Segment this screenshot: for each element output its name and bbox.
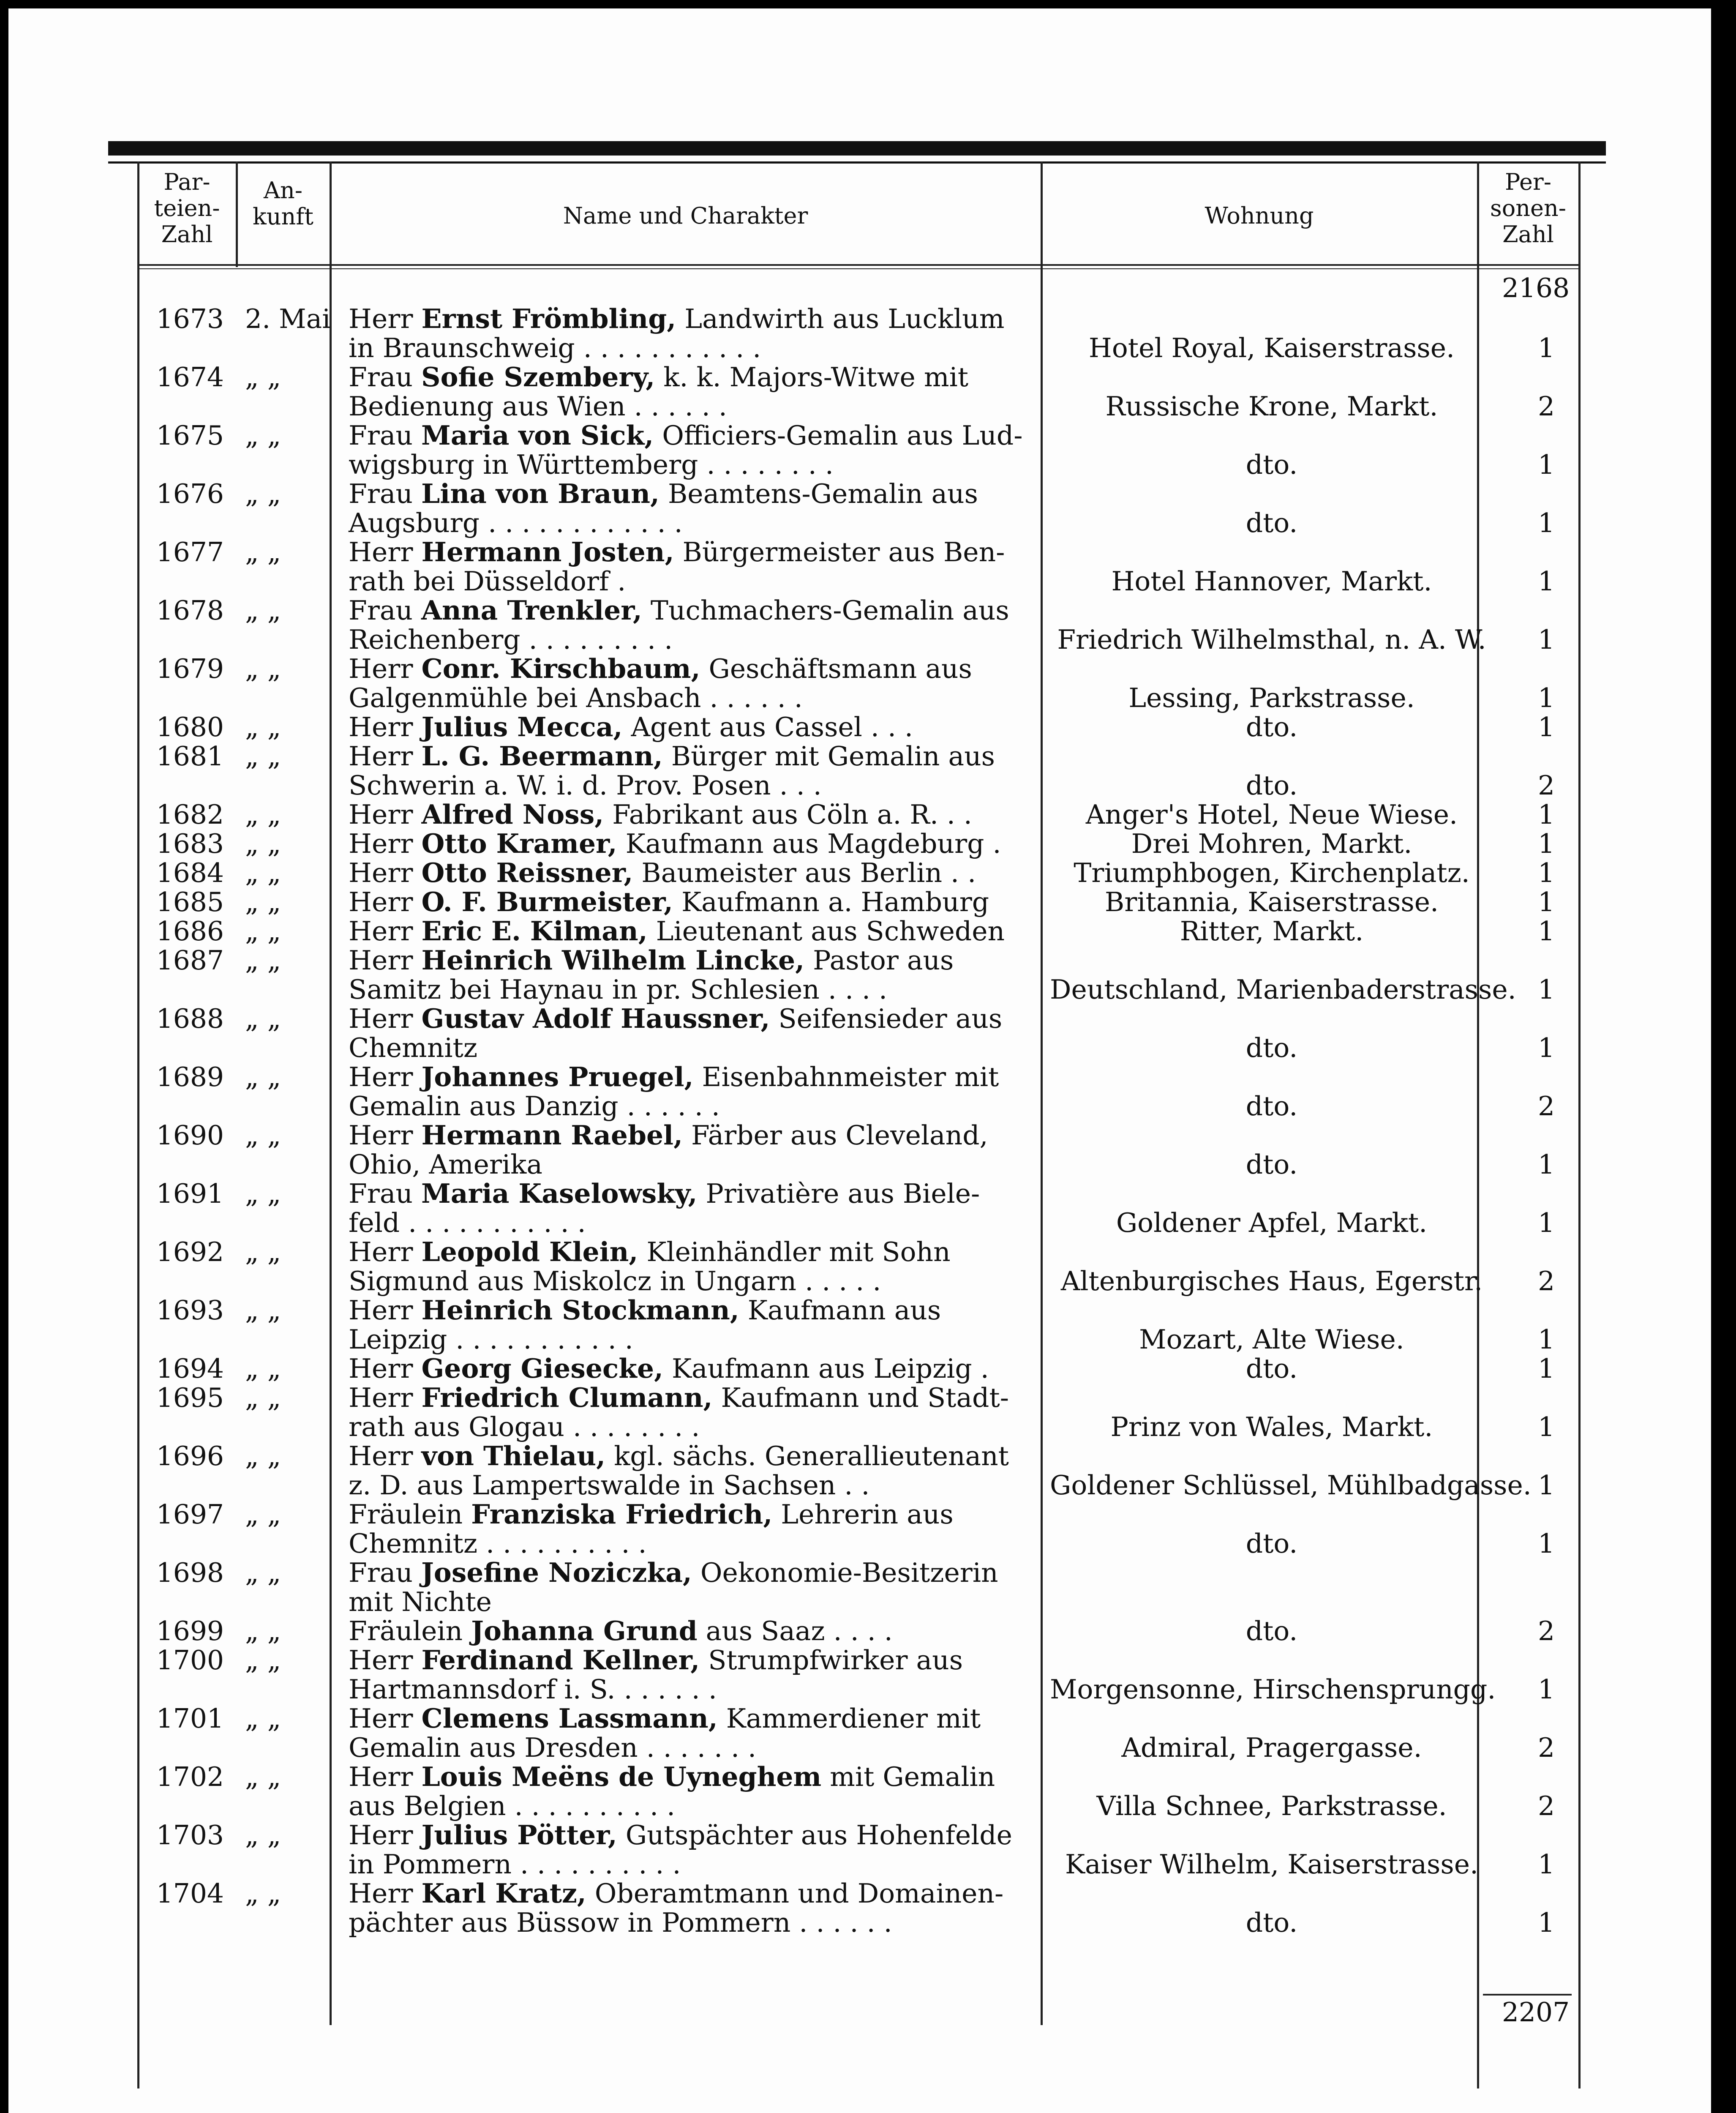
entry-person-name: Hermann Raebel,	[421, 1119, 683, 1151]
entry-person-name: Maria Kaselowsky,	[421, 1178, 698, 1209]
entry-persons: 1	[1537, 508, 1555, 538]
entry-name-continuation: Hartmannsdorf i. S. . . . . . .	[349, 1674, 717, 1705]
entry-arrival: „ „	[245, 537, 281, 568]
entry-persons: 1	[1537, 916, 1555, 947]
entry-persons: 1	[1537, 449, 1555, 480]
entry-name-continuation: Samitz bei Haynau in pr. Schlesien . . . .	[349, 974, 888, 1005]
entry-residence: Triumphbogen, Kirchenplatz.	[1074, 857, 1470, 888]
entry-description: Lehrerin aus	[772, 1499, 954, 1530]
entry-persons: 1	[1537, 799, 1555, 830]
entry-name-line	[349, 1762, 1037, 1791]
entry-arrival: „ „	[245, 1557, 281, 1588]
entry-arrival: „ „	[245, 1003, 281, 1034]
entry-number: 1681	[156, 741, 224, 772]
header-rule-2	[137, 268, 1580, 269]
entry-arrival: „ „	[245, 857, 281, 888]
entry-persons: 1	[1537, 1674, 1555, 1705]
entry-persons: 1	[1537, 1470, 1555, 1501]
entry-person-name: von Thielau,	[421, 1440, 606, 1471]
entry-title: Herr	[349, 887, 422, 917]
entry-residence: Hotel Royal, Kaiserstrasse.	[1088, 333, 1455, 363]
entry-title: Herr	[349, 1353, 422, 1384]
entry-arrival: „ „	[245, 1820, 281, 1851]
entry-name-continuation: Bedienung aus Wien . . . . . .	[349, 391, 727, 422]
entry-description: Agent aus Cassel . . .	[622, 712, 913, 743]
entry-persons: 1	[1537, 1849, 1555, 1880]
entry-description: kgl. sächs. Generallieutenant	[605, 1441, 1009, 1471]
sum-rule	[1483, 1994, 1572, 1996]
entry-residence: Altenburgisches Haus, Egerstr.	[1060, 1266, 1483, 1297]
entry-name-continuation: Schwerin a. W. i. d. Prov. Posen . . .	[349, 770, 822, 801]
entry-title: Herr	[349, 799, 422, 830]
entry-title: Herr	[349, 1062, 422, 1092]
entry-title: Fräulein	[349, 1616, 471, 1646]
entry-arrival: „ „	[245, 799, 281, 830]
entry-number: 1685	[156, 887, 224, 917]
entry-name-line	[349, 538, 1037, 567]
header-ankunft: An- kunft	[253, 177, 313, 230]
entry-arrival: „ „	[245, 420, 281, 451]
entry-description: Bürgermeister aus Ben-	[674, 537, 1005, 568]
entry-name-line	[349, 1821, 1037, 1850]
entry-residence: Prinz von Wales, Markt.	[1110, 1411, 1433, 1442]
entry-arrival: „ „	[245, 712, 281, 743]
entry-arrival: „ „	[245, 362, 281, 393]
entry-number: 1676	[156, 478, 224, 509]
entry-name-line	[349, 1237, 1037, 1267]
entry-number: 1690	[156, 1120, 224, 1151]
entry-number: 1700	[156, 1645, 224, 1676]
entry-persons: 1	[1537, 887, 1555, 917]
entry-residence: dto.	[1245, 1907, 1298, 1938]
entry-number: 1687	[156, 945, 224, 976]
entry-title: Herr	[349, 1003, 422, 1034]
entry-name-continuation: Chemnitz . . . . . . . . . .	[349, 1528, 647, 1559]
rule-1	[236, 161, 238, 267]
entry-description: mit Gemalin	[821, 1761, 995, 1792]
register-page	[8, 8, 1711, 2113]
entry-number: 1696	[156, 1441, 224, 1471]
entry-description: Privatière aus Biele-	[697, 1178, 980, 1209]
entry-person-name: Otto Reissner,	[421, 857, 633, 888]
entry-name-line	[349, 596, 1037, 625]
entry-residence: Friedrich Wilhelmsthal, n. A. W.	[1057, 624, 1486, 655]
entry-title: Herr	[349, 741, 422, 772]
entry-title: Herr	[349, 1441, 422, 1471]
entry-residence: Russische Krone, Markt.	[1105, 391, 1438, 422]
top-rule	[108, 141, 1606, 156]
entry-title: Herr	[349, 1295, 422, 1326]
entry-title: Herr	[349, 1703, 422, 1734]
entry-residence: Anger's Hotel, Neue Wiese.	[1085, 799, 1458, 830]
entry-title: Fräulein	[349, 1499, 471, 1530]
entry-arrival: „ „	[245, 1441, 281, 1471]
entry-person-name: Lina von Braun,	[421, 478, 660, 509]
entry-residence: Goldener Apfel, Markt.	[1116, 1207, 1428, 1238]
entry-title: Frau	[349, 420, 421, 451]
entry-arrival: „ „	[245, 1120, 281, 1151]
entry-number: 1693	[156, 1295, 224, 1326]
entry-persons: 2	[1537, 1791, 1555, 1821]
entry-persons: 1	[1537, 1353, 1555, 1384]
entry-name-continuation: Reichenberg . . . . . . . . .	[349, 624, 673, 655]
entry-person-name: Johanna Grund	[471, 1615, 698, 1646]
entry-person-name: Heinrich Stockmann,	[421, 1294, 739, 1326]
entry-arrival: „ „	[245, 1616, 281, 1646]
rule-3	[1041, 161, 1043, 2025]
entry-residence: dto.	[1245, 1032, 1298, 1063]
entry-name-continuation: wigsburg in Württemberg . . . . . . . .	[349, 449, 834, 480]
entry-number: 1688	[156, 1003, 224, 1034]
entry-name-continuation: rath bei Düsseldorf .	[349, 566, 626, 597]
entry-name-line	[349, 1062, 1037, 1092]
entry-person-name: Karl Kratz,	[421, 1878, 586, 1909]
entry-residence: Deutschland, Marienbaderstrasse.	[1050, 974, 1516, 1005]
entry-description: Kaufmann aus	[739, 1295, 941, 1326]
entry-name-line	[349, 421, 1037, 450]
entry-person-name: Louis Meëns de Uyneghem	[421, 1761, 822, 1792]
entry-arrival: „ „	[245, 1353, 281, 1384]
entry-description: Strumpfwirker aus	[700, 1645, 963, 1676]
entry-number: 1699	[156, 1616, 224, 1646]
entry-number: 1673	[156, 303, 224, 334]
entry-description: Oberamtmann und Domainen-	[586, 1878, 1004, 1909]
entry-name-continuation: Augsburg . . . . . . . . . . . .	[349, 508, 683, 538]
entry-description: Kaufmann und Stadt-	[712, 1382, 1009, 1413]
entry-persons: 1	[1537, 1207, 1555, 1238]
entry-name-line	[349, 1296, 1037, 1325]
entry-number: 1692	[156, 1237, 224, 1267]
entry-residence: dto.	[1245, 449, 1298, 480]
entry-arrival: „ „	[245, 595, 281, 626]
entry-arrival: „ „	[245, 828, 281, 859]
entry-number: 1686	[156, 916, 224, 947]
entry-title: Frau	[349, 362, 421, 393]
entry-number: 1695	[156, 1382, 224, 1413]
entry-name-line	[349, 887, 1037, 917]
entry-persons: 2	[1537, 770, 1555, 801]
entry-name-continuation: in Braunschweig . . . . . . . . . . .	[349, 333, 761, 363]
entry-number: 1703	[156, 1820, 224, 1851]
entry-description: Baumeister aus Berlin . .	[633, 857, 976, 888]
entry-name-line	[349, 858, 1037, 887]
entry-name-line	[349, 742, 1037, 771]
entry-person-name: Maria von Sick,	[421, 420, 654, 451]
entry-person-name: Anna Trenkler,	[421, 595, 642, 626]
entry-name-continuation: mit Nichte	[349, 1586, 492, 1617]
entry-title: Herr	[349, 653, 422, 684]
entry-name-line	[349, 829, 1037, 858]
entry-description: Pastor aus	[804, 945, 954, 976]
entry-residence: Villa Schnee, Parkstrasse.	[1096, 1791, 1447, 1821]
entry-arrival: „ „	[245, 1062, 281, 1092]
entry-description: aus Saaz . . . .	[697, 1616, 893, 1646]
entry-residence: Lessing, Parkstrasse.	[1128, 682, 1415, 713]
entry-title: Frau	[349, 1557, 421, 1588]
entry-description: Färber aus Cleveland,	[683, 1120, 988, 1151]
entry-name-continuation: Galgenmühle bei Ansbach . . . . . .	[349, 682, 803, 713]
entry-person-name: Ferdinand Kellner,	[421, 1644, 700, 1676]
entry-description: Landwirth aus Lucklum	[676, 303, 1005, 334]
entry-persons: 2	[1537, 1266, 1555, 1297]
entry-title: Herr	[349, 1761, 422, 1792]
header-name: Name und Charakter	[563, 202, 808, 229]
entry-persons: 2	[1537, 391, 1555, 422]
entry-title: Herr	[349, 916, 422, 947]
entry-name-line	[349, 479, 1037, 508]
entry-name-line	[349, 800, 1037, 829]
entry-arrival: „ „	[245, 1382, 281, 1413]
header-wohnung: Wohnung	[1205, 202, 1314, 229]
entry-persons: 1	[1537, 566, 1555, 597]
entry-title: Frau	[349, 595, 421, 626]
entry-number: 1674	[156, 362, 224, 393]
entry-name-continuation: Ohio, Amerika	[349, 1149, 542, 1180]
entry-persons: 2	[1537, 1616, 1555, 1646]
entry-arrival: „ „	[245, 1645, 281, 1676]
entry-residence: Hotel Hannover, Markt.	[1111, 566, 1432, 597]
entry-persons: 1	[1537, 1411, 1555, 1442]
entry-number: 1697	[156, 1499, 224, 1530]
entry-title: Herr	[349, 945, 422, 976]
entry-arrival: „ „	[245, 1761, 281, 1792]
entry-number: 1689	[156, 1062, 224, 1092]
entry-residence: dto.	[1245, 770, 1298, 801]
entry-persons: 2	[1537, 1732, 1555, 1763]
entry-residence: dto.	[1245, 1149, 1298, 1180]
entry-persons: 1	[1537, 1528, 1555, 1559]
entry-description: Beamtens-Gemalin aus	[659, 478, 978, 509]
entry-description: Kaufmann aus Magdeburg .	[617, 828, 1001, 859]
entry-residence: Drei Mohren, Markt.	[1131, 828, 1412, 859]
entry-name-continuation: Chemnitz	[349, 1032, 478, 1063]
entry-arrival: „ „	[245, 945, 281, 976]
entry-description: Eisenbahnmeister mit	[693, 1062, 999, 1092]
entry-person-name: Julius Mecca,	[421, 711, 623, 743]
entry-title: Herr	[349, 712, 422, 743]
entry-name-line	[349, 654, 1037, 683]
entry-name-line	[349, 304, 1037, 333]
entry-name-line	[349, 1500, 1037, 1529]
entry-person-name: Gustav Adolf Haussner,	[421, 1003, 770, 1034]
entry-name-line	[349, 1441, 1037, 1471]
entry-persons: 1	[1537, 624, 1555, 655]
entry-description: Geschäftsmann aus	[700, 653, 972, 684]
entry-name-continuation: pächter aus Büssow in Pommern . . . . . .	[349, 1907, 892, 1938]
entry-title: Frau	[349, 1178, 421, 1209]
entry-arrival: „ „	[245, 741, 281, 772]
entry-description: Lieutenant aus Schweden	[647, 916, 1005, 947]
entry-residence: Britannia, Kaiserstrasse.	[1104, 887, 1439, 917]
entry-persons: 1	[1537, 974, 1555, 1005]
header-personen: Per- sonen- Zahl	[1490, 169, 1566, 248]
entry-person-name: Heinrich Wilhelm Lincke,	[421, 945, 805, 976]
entry-title: Herr	[349, 1120, 422, 1151]
header-rule	[137, 264, 1580, 266]
entry-persons: 1	[1537, 857, 1555, 888]
entry-description: Kleinhändler mit Sohn	[638, 1237, 951, 1267]
entry-name-line	[349, 1383, 1037, 1412]
header-parteien: Par- teien- Zahl	[154, 169, 220, 248]
entry-person-name: Hermann Josten,	[421, 536, 674, 568]
entry-person-name: Julius Pötter,	[421, 1819, 617, 1851]
entry-name-continuation: in Pommern . . . . . . . . . .	[349, 1849, 681, 1880]
entry-arrival: „ „	[245, 1878, 281, 1909]
entry-persons: 1	[1537, 712, 1555, 743]
entry-name-line	[349, 946, 1037, 975]
entry-persons: 1	[1537, 1149, 1555, 1180]
entry-title: Herr	[349, 1645, 422, 1676]
entry-person-name: L. G. Beermann,	[421, 740, 663, 772]
entry-name-line	[349, 1558, 1037, 1587]
entry-name-continuation: Leipzig . . . . . . . . . . .	[349, 1324, 633, 1355]
entry-number: 1682	[156, 799, 224, 830]
carry-in: 2168	[1502, 273, 1570, 303]
entry-name-line	[349, 1354, 1037, 1383]
entry-name-line	[349, 1646, 1037, 1675]
entry-name-continuation: rath aus Glogau . . . . . . . .	[349, 1411, 700, 1442]
entry-name-continuation: Gemalin aus Danzig . . . . . .	[349, 1091, 720, 1122]
entry-name-continuation: feld . . . . . . . . . . .	[349, 1207, 586, 1238]
entry-description: Kammerdiener mit	[717, 1703, 981, 1734]
entry-title: Herr	[349, 1878, 422, 1909]
entry-arrival: „ „	[245, 653, 281, 684]
entry-person-name: O. F. Burmeister,	[421, 886, 673, 917]
carry-out: 2207	[1502, 1997, 1570, 2028]
entry-arrival: „ „	[245, 1178, 281, 1209]
entry-person-name: Alfred Noss,	[421, 799, 604, 830]
entry-title: Herr	[349, 1237, 422, 1267]
entry-person-name: Clemens Lassmann,	[421, 1703, 718, 1734]
entry-title: Herr	[349, 828, 422, 859]
entry-name-line	[349, 1704, 1037, 1733]
entry-description: Kaufmann aus Leipzig .	[663, 1353, 989, 1384]
entry-title: Herr	[349, 537, 422, 568]
entry-residence: dto.	[1245, 1528, 1298, 1559]
entry-number: 1684	[156, 857, 224, 888]
entry-name-continuation: z. D. aus Lampertswalde in Sachsen . .	[349, 1470, 870, 1501]
entry-number: 1675	[156, 420, 224, 451]
entry-description: Fabrikant aus Cöln a. R. . .	[604, 799, 972, 830]
entry-name-line	[349, 1179, 1037, 1208]
entry-name-continuation: Gemalin aus Dresden . . . . . . .	[349, 1732, 757, 1763]
entry-number: 1698	[156, 1557, 224, 1588]
entry-title: Herr	[349, 303, 422, 334]
entry-residence: Ritter, Markt.	[1180, 916, 1364, 947]
entry-name-continuation: Sigmund aus Miskolcz in Ungarn . . . . .	[349, 1266, 881, 1297]
entry-number: 1691	[156, 1178, 224, 1209]
entry-persons: 1	[1537, 1032, 1555, 1063]
entry-description: Oekonomie-Besitzerin	[692, 1557, 998, 1588]
entry-description: Tuchmachers-Gemalin aus	[642, 595, 1009, 626]
entry-number: 1683	[156, 828, 224, 859]
entry-number: 1679	[156, 653, 224, 684]
entry-person-name: Eric E. Kilman,	[421, 915, 648, 947]
entry-name-continuation: aus Belgien . . . . . . . . . .	[349, 1791, 676, 1821]
entry-number: 1702	[156, 1761, 224, 1792]
entry-person-name: Georg Giesecke,	[421, 1353, 663, 1384]
entry-arrival: „ „	[245, 1295, 281, 1326]
entry-residence: Mozart, Alte Wiese.	[1139, 1324, 1404, 1355]
entry-number: 1694	[156, 1353, 224, 1384]
entry-arrival: „ „	[245, 1237, 281, 1267]
entry-persons: 1	[1537, 828, 1555, 859]
entry-persons: 1	[1537, 1324, 1555, 1355]
entry-title: Frau	[349, 478, 421, 509]
entry-name-line	[349, 1616, 1037, 1646]
entry-description: Gutspächter aus Hohenfelde	[617, 1820, 1012, 1851]
entry-name-line	[349, 917, 1037, 946]
entry-arrival: „ „	[245, 887, 281, 917]
entry-person-name: Friedrich Clumann,	[421, 1382, 713, 1413]
entry-name-line	[349, 363, 1037, 392]
entry-residence: dto.	[1245, 508, 1298, 538]
entry-persons: 1	[1537, 1907, 1555, 1938]
entry-name-line	[349, 1121, 1037, 1150]
entry-persons: 2	[1537, 1091, 1555, 1122]
entry-name-line	[349, 713, 1037, 742]
entry-arrival: „ „	[245, 1499, 281, 1530]
entry-residence: Morgensonne, Hirschensprungg.	[1050, 1674, 1496, 1705]
entry-title: Herr	[349, 857, 422, 888]
top-rule-thin	[108, 161, 1606, 164]
entry-residence: Goldener Schlüssel, Mühlbadgasse.	[1050, 1470, 1532, 1501]
entry-residence: dto.	[1245, 1353, 1298, 1384]
entry-arrival: „ „	[245, 478, 281, 509]
entry-description: k. k. Majors-Witwe mit	[655, 362, 969, 393]
entry-person-name: Ernst Frömbling,	[421, 303, 676, 334]
entry-person-name: Josefine Noziczka,	[421, 1557, 692, 1588]
entry-number: 1678	[156, 595, 224, 626]
entry-residence: dto.	[1245, 1616, 1298, 1646]
entry-person-name: Johannes Pruegel,	[421, 1061, 694, 1092]
entry-description: Seifensieder aus	[770, 1003, 1003, 1034]
entry-number: 1680	[156, 712, 224, 743]
entry-person-name: Otto Kramer,	[421, 828, 617, 859]
entry-arrival: 2. Mai	[245, 303, 331, 334]
entry-name-line	[349, 1879, 1037, 1908]
entry-persons: 1	[1537, 333, 1555, 363]
entry-person-name: Sofie Szembery,	[421, 361, 655, 393]
entry-name-line	[349, 1004, 1037, 1033]
entry-person-name: Conr. Kirschbaum,	[421, 653, 700, 684]
entry-description: Officiers-Gemalin aus Lud-	[654, 420, 1023, 451]
entry-description: Bürger mit Gemalin aus	[662, 741, 995, 772]
entry-number: 1701	[156, 1703, 224, 1734]
entry-number: 1704	[156, 1878, 224, 1909]
entry-residence: dto.	[1245, 712, 1298, 743]
entry-title: Herr	[349, 1820, 422, 1851]
entry-residence: dto.	[1245, 1091, 1298, 1122]
entry-description: Kaufmann a. Hamburg	[673, 887, 989, 917]
entry-person-name: Leopold Klein,	[421, 1236, 638, 1267]
entry-person-name: Franziska Friedrich,	[471, 1499, 773, 1530]
entry-arrival: „ „	[245, 916, 281, 947]
entry-persons: 1	[1537, 682, 1555, 713]
entry-residence: Admiral, Pragergasse.	[1121, 1732, 1422, 1763]
entry-title: Herr	[349, 1382, 422, 1413]
entry-residence: Kaiser Wilhelm, Kaiserstrasse.	[1065, 1849, 1479, 1880]
entry-number: 1677	[156, 537, 224, 568]
entry-arrival: „ „	[245, 1703, 281, 1734]
